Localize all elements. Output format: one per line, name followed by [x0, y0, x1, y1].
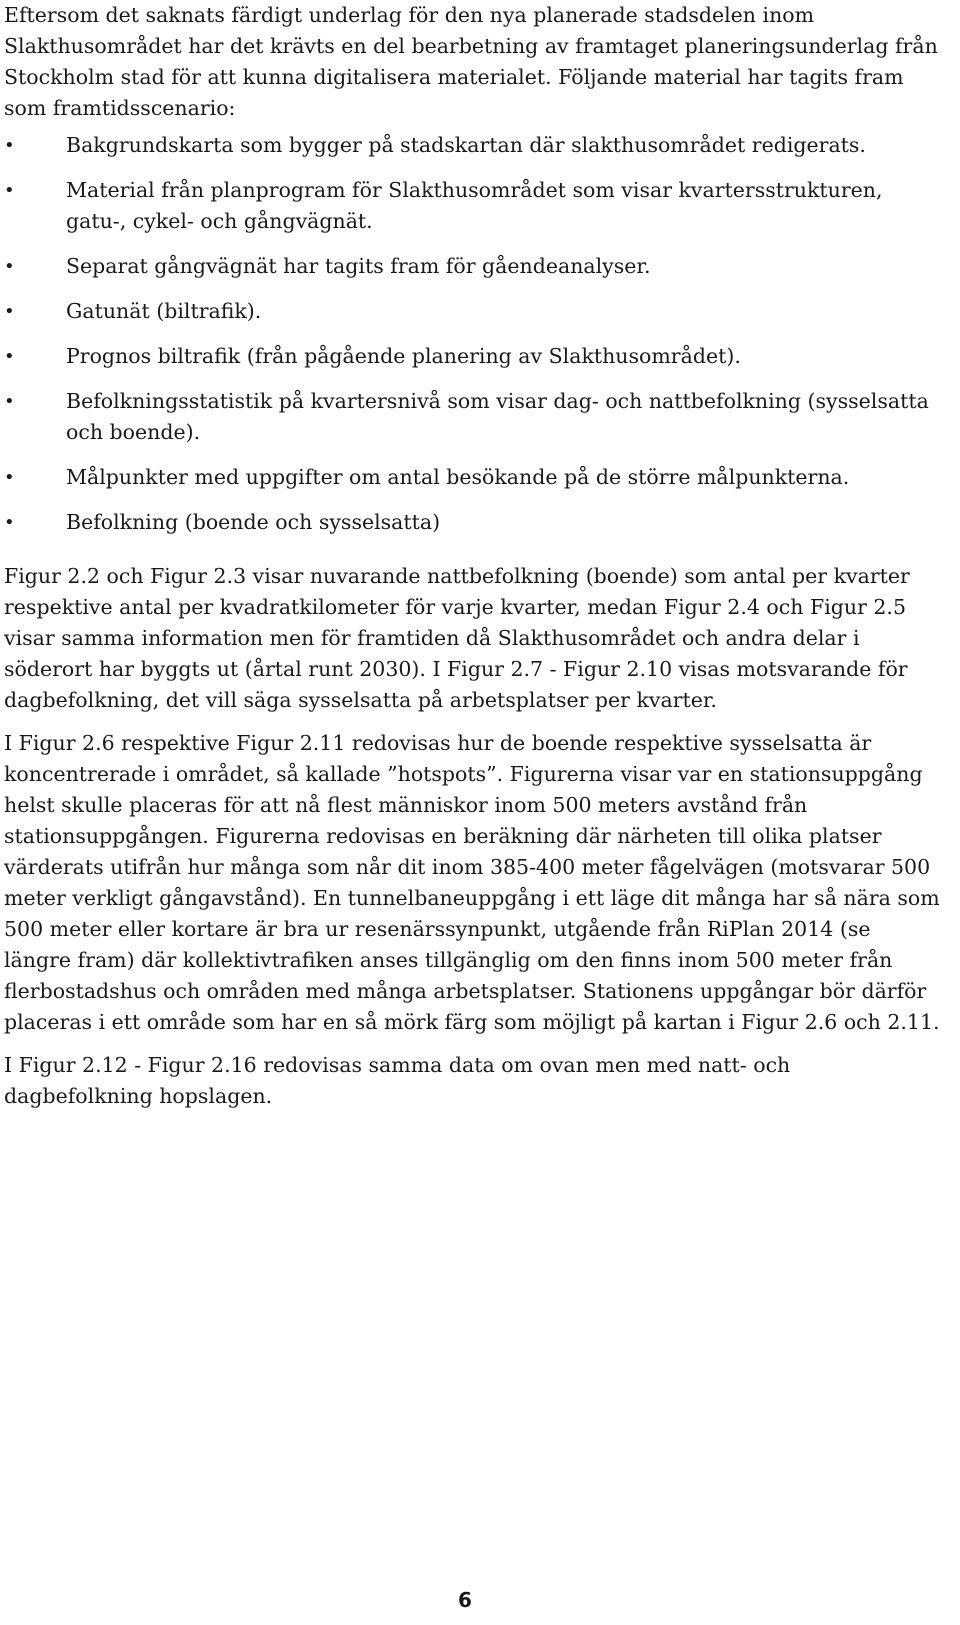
list-item: [4, 507, 944, 538]
intro-paragraph: Eftersom det saknats färdigt underlag för den nya planerade stadsdelen inom Slakthusområdet har det krävts en del bearbetning av framtaget planeringsunderlag från Stockholm stad för att kunna digitalisera materialet. Följande material har tagits fram som framtidsscenario:: [4, 3, 938, 120]
list-item: [4, 130, 944, 161]
bullet-icon: •: [4, 180, 15, 201]
paragraph-combined-data: I Figur 2.12 - Figur 2.16 redovisas samma data om ovan men med natt- och dagbefolkning hopslagen.: [4, 1053, 791, 1108]
bullet-icon: •: [4, 467, 15, 488]
list-item-text: Befolkning (boende och sysselsatta): [66, 510, 441, 534]
list-item-text: Befolkningsstatistik på kvartersnivå som visar dag- och nattbefolkning (sysselsatta och boende).: [66, 389, 929, 444]
bullet-icon: •: [4, 346, 15, 367]
list-item: [4, 296, 944, 327]
bullet-icon: •: [4, 135, 15, 156]
list-item-text: Gatunät (biltrafik).: [66, 299, 262, 323]
list-item: [4, 341, 944, 372]
material-list: [4, 130, 944, 538]
bullet-icon: •: [4, 301, 15, 322]
paragraph-figures-population: Figur 2.2 och Figur 2.3 visar nuvarande nattbefolkning (boende) som antal per kvarter respektive antal per kvadratkilometer för varje kvarter, medan Figur 2.4 och Figur 2.5 visar samma information men för framtiden då Slakthusområdet och andra delar i söderort har byggts ut (årtal runt 2030). I Figur 2.7 - Figur 2.10 visas motsvarande för dagbefolkning, det vill säga sysselsatta på arbetsplatser per kvarter.: [4, 564, 910, 712]
list-item-text: Prognos biltrafik (från pågående planering av Slakthusområdet).: [66, 344, 741, 368]
page-number: 6: [458, 1588, 472, 1612]
list-item-text: Separat gångvägnät har tagits fram för gåendeanalyser.: [66, 254, 651, 278]
list-item: [4, 251, 944, 282]
list-item-text: Målpunkter med uppgifter om antal besökande på de större målpunkterna.: [66, 465, 850, 489]
list-item: [4, 386, 944, 448]
bullet-icon: •: [4, 512, 15, 533]
paragraph-hotspots: I Figur 2.6 respektive Figur 2.11 redovisas hur de boende respektive sysselsatta är koncentrerade i området, så kallade ”hotspots”. Figurerna visar var en stationsuppgång helst skulle placeras för att nå flest människor inom 500 meters avstånd från stationsuppgången. Figurerna redovisas en beräkning där närheten till olika platser värderats utifrån hur många som når dit inom 385-400 meter fågelvägen (motsvarar 500 meter verkligt gångavstånd). En tunnelbaneuppgång i ett läge dit många har så nära som 500 meter eller kortare är bra ur resenärssynpunkt, utgående från RiPlan 2014 (se längre fram) där kollektivtrafiken anses tillgänglig om den finns inom 500 meter från flerbostadshus och områden med många arbetsplatser. Stationens uppgångar bör därför placeras i ett område som har en så mörk färg som möjligt på kartan i Figur 2.6 och 2.11.: [4, 731, 940, 1034]
list-item-text: Bakgrundskarta som bygger på stadskartan där slakthusområdet redigerats.: [66, 133, 866, 157]
list-item: [4, 462, 944, 493]
list-item: [4, 175, 944, 237]
bullet-icon: •: [4, 391, 15, 412]
document-page: [4, 0, 944, 1112]
bullet-icon: •: [4, 256, 15, 277]
list-item-text: Material från planprogram för Slakthusområdet som visar kvartersstrukturen, gatu-, cykel- och gångvägnät.: [66, 178, 883, 233]
